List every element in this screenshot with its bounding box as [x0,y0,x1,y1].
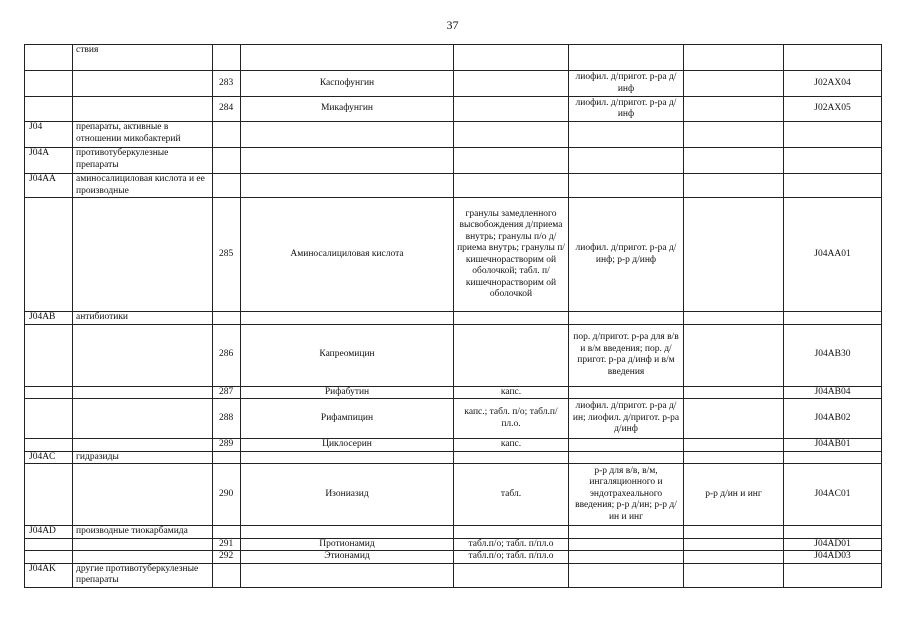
dosage-forms-cell [454,198,569,312]
atc-code-cell [784,312,882,325]
group-row [25,526,882,539]
number-cell [213,538,241,551]
dosage-forms-cell [454,148,569,174]
atc-code-text: J04AA01 [814,248,851,259]
dosage-forms-2-cell [569,451,684,464]
group-cell [73,122,213,148]
dosage-forms-3-cell [684,526,784,539]
name-text: Протионамид [319,538,375,549]
number-cell [213,45,241,71]
name-cell [241,386,454,399]
code-cell [25,386,73,399]
code-cell [25,198,73,312]
dosage-forms-2-cell [569,399,684,439]
dosage-forms-2-cell [569,439,684,452]
code-cell [25,312,73,325]
dosage-forms-cell [454,324,569,386]
code-text: J04AB [29,312,56,322]
name-cell [241,174,454,198]
dosage-forms-3-cell [684,551,784,564]
code-cell [25,324,73,386]
group-row [25,122,882,148]
group-cell [73,451,213,464]
dosage-forms-3-cell [684,174,784,198]
dosage-forms-2-cell [569,526,684,539]
dosage-forms-text: табл.п/о; табл. п/пл.о [468,551,554,561]
dosage-forms-text: капс.; табл. п/о; табл.п/пл.о. [464,407,558,429]
name-text: Этионамид [324,551,370,561]
atc-code-cell [784,439,882,452]
dosage-forms-cell [454,174,569,198]
group-row [25,148,882,174]
dosage-forms-cell [454,71,569,97]
dosage-forms-cell [454,399,569,439]
dosage-forms-cell [454,45,569,71]
code-text: J04 [29,122,43,132]
group-text: производные тиокарбамида [76,526,188,536]
number-cell [213,551,241,564]
group-cell [73,526,213,539]
name-cell [241,122,454,148]
number-cell [213,148,241,174]
number-cell [213,399,241,439]
atc-code-cell [784,526,882,539]
number-cell [213,97,241,122]
atc-code-cell [784,563,882,587]
group-text: аминосалициловая кислота и ее производные [76,174,205,196]
name-cell [241,71,454,97]
dosage-forms-2-cell [569,148,684,174]
atc-code-text: J04AB04 [814,386,851,397]
name-text: Аминосалициловая кислота [290,248,404,259]
drug-list-table [24,44,882,588]
group-text: другие противотуберкулезные препараты [76,563,199,585]
dosage-forms-2-cell [569,122,684,148]
dosage-forms-3-cell [684,45,784,71]
atc-code-text: J04AB01 [814,439,851,449]
number-text: 284 [219,103,234,114]
atc-code-text: J02AX04 [814,77,851,88]
dosage-forms-text: капс. [500,439,522,449]
group-row [25,45,882,71]
drug-row [25,439,882,452]
name-cell [241,538,454,551]
name-text: Циклосерин [322,439,372,449]
dosage-forms-cell [454,563,569,587]
number-text: 291 [219,538,234,549]
number-cell [213,439,241,452]
name-cell [241,563,454,587]
atc-code-cell [784,122,882,148]
code-cell [25,526,73,539]
dosage-forms-2-text: лиофил. д/пригот. р-ра д/инф [575,97,677,119]
name-text: Рифабутин [324,386,370,397]
group-cell [73,538,213,551]
name-text: Рифампицин [320,412,374,423]
name-text: Капреомицин [319,349,375,360]
number-cell [213,526,241,539]
dosage-forms-2-text: р-р для в/в, в/м, ингаляционного и эндотрахеального введения; р-р д/ин; р-р д/ин и инг [575,465,677,522]
dosage-forms-3-cell [684,563,784,587]
group-cell [73,174,213,198]
name-cell [241,551,454,564]
dosage-forms-3-cell [684,451,784,464]
atc-code-cell [784,399,882,439]
drug-row [25,198,882,312]
dosage-forms-2-cell [569,551,684,564]
atc-code-text: J04AC01 [814,488,851,499]
group-row [25,563,882,587]
dosage-forms-3-cell [684,198,784,312]
atc-code-cell [784,324,882,386]
group-row [25,451,882,464]
atc-code-cell [784,464,882,526]
code-cell [25,45,73,71]
group-text: противотуберкулезные препараты [76,148,169,170]
code-cell [25,174,73,198]
group-cell [73,563,213,587]
name-cell [241,324,454,386]
atc-code-text: J02AX05 [814,103,851,114]
atc-code-cell [784,538,882,551]
group-cell [73,45,213,71]
dosage-forms-2-cell [569,324,684,386]
group-cell [73,71,213,97]
number-text: 286 [219,349,234,360]
atc-code-cell [784,71,882,97]
atc-code-text: J04AB30 [814,349,851,360]
code-cell [25,71,73,97]
group-text: препараты, активные в отношении микобактерий [76,122,181,144]
name-text: Изониазид [325,488,369,499]
number-cell [213,198,241,312]
dosage-forms-2-cell [569,45,684,71]
dosage-forms-2-cell [569,386,684,399]
dosage-forms-3-cell [684,399,784,439]
dosage-forms-3-cell [684,439,784,452]
number-cell [213,464,241,526]
dosage-forms-cell [454,312,569,325]
atc-code-cell [784,451,882,464]
code-cell [25,538,73,551]
dosage-forms-cell [454,464,569,526]
code-text: J04AK [29,563,56,574]
dosage-forms-3-cell [684,122,784,148]
name-cell [241,312,454,325]
code-cell [25,451,73,464]
number-cell [213,563,241,587]
group-cell [73,198,213,312]
dosage-forms-2-cell [569,97,684,122]
atc-code-cell [784,148,882,174]
code-text: J04AA [29,174,56,184]
number-cell [213,312,241,325]
drug-row [25,551,882,564]
dosage-forms-2-cell [569,71,684,97]
code-cell [25,97,73,122]
drug-row [25,386,882,399]
atc-code-cell [784,386,882,399]
dosage-forms-3-cell [684,71,784,97]
number-text: 288 [219,412,234,423]
code-cell [25,148,73,174]
dosage-forms-2-text: пор. д/пригот. р-ра для в/в и в/м введения; пор. д/пригот. р-ра д/инф и в/м введения [573,332,679,377]
number-cell [213,451,241,464]
drug-row [25,538,882,551]
group-text: ствия [76,45,99,55]
dosage-forms-text: капс. [500,386,522,397]
dosage-forms-2-cell [569,312,684,325]
atc-code-cell [784,174,882,198]
dosage-forms-cell [454,386,569,399]
name-cell [241,526,454,539]
code-cell [25,439,73,452]
dosage-forms-2-text: лиофил. д/пригот. р-ра д/ин; лиофил. д/пригот. р-ра д/инф [572,401,680,435]
dosage-forms-cell [454,451,569,464]
code-text: J04AD [29,526,56,536]
dosage-forms-text: табл.п/о; табл. п/пл.о [468,538,554,549]
name-cell [241,439,454,452]
dosage-forms-3-cell [684,97,784,122]
dosage-forms-cell [454,526,569,539]
dosage-forms-cell [454,439,569,452]
drug-row [25,97,882,122]
group-cell [73,386,213,399]
drug-row [25,464,882,526]
group-cell [73,97,213,122]
group-cell [73,439,213,452]
dosage-forms-cell [454,551,569,564]
name-cell [241,399,454,439]
group-cell [73,464,213,526]
name-cell [241,451,454,464]
number-cell [213,386,241,399]
name-cell [241,464,454,526]
code-cell [25,551,73,564]
group-cell [73,312,213,325]
dosage-forms-2-text: лиофил. д/пригот. р-ра д/инф; р-р д/инф [575,243,677,265]
code-cell [25,464,73,526]
dosage-forms-2-cell [569,538,684,551]
group-cell [73,148,213,174]
drug-row [25,324,882,386]
atc-code-text: J04AD01 [814,538,851,549]
drug-row [25,399,882,439]
group-cell [73,324,213,386]
dosage-forms-cell [454,122,569,148]
code-text: J04AC [29,451,56,462]
name-cell [241,198,454,312]
atc-code-cell [784,198,882,312]
number-text: 292 [219,551,234,561]
dosage-forms-2-cell [569,563,684,587]
group-cell [73,399,213,439]
code-cell [25,563,73,587]
dosage-forms-3-cell [684,148,784,174]
dosage-forms-2-text: лиофил. д/пригот. р-ра д/инф [575,72,677,94]
atc-code-text: J04AB02 [814,412,851,423]
number-text: 283 [219,77,234,88]
dosage-forms-2-cell [569,464,684,526]
atc-code-cell [784,551,882,564]
atc-code-text: J04AD03 [814,551,851,561]
group-cell [73,551,213,564]
group-text: гидразиды [76,451,119,462]
number-text: 289 [219,439,234,449]
code-text: J04A [29,148,50,158]
atc-code-cell [784,97,882,122]
number-cell [213,122,241,148]
dosage-forms-2-cell [569,174,684,198]
dosage-forms-cell [454,97,569,122]
code-cell [25,399,73,439]
number-cell [213,71,241,97]
dosage-forms-3-text: р-р д/ин и инг [705,488,762,499]
name-text: Каспофунгин [319,77,375,88]
atc-code-cell [784,45,882,71]
group-row [25,312,882,325]
dosage-forms-text: табл. [500,488,522,499]
dosage-forms-3-cell [684,538,784,551]
number-text: 290 [219,488,234,499]
group-row [25,174,882,198]
dosage-forms-text: гранулы замедленного высвобождения д/приема внутрь; гранулы п/о д/приема внутрь; гранулы п/кишечнорастворим ой оболочкой; табл. п/кишечнорастворим ой оболочкой [457,208,565,299]
drug-row [25,71,882,97]
number-text: 285 [219,248,234,259]
page-number: 37 [446,18,459,32]
number-text: 287 [219,386,234,397]
name-text: Микафунгин [320,103,374,114]
number-cell [213,324,241,386]
dosage-forms-3-cell [684,312,784,325]
dosage-forms-cell [454,538,569,551]
name-cell [241,148,454,174]
dosage-forms-3-cell [684,464,784,526]
code-cell [25,122,73,148]
dosage-forms-2-cell [569,198,684,312]
table-body [25,45,882,588]
dosage-forms-3-cell [684,324,784,386]
name-cell [241,45,454,71]
group-text: антибиотики [76,312,129,322]
number-cell [213,174,241,198]
name-cell [241,97,454,122]
dosage-forms-3-cell [684,386,784,399]
